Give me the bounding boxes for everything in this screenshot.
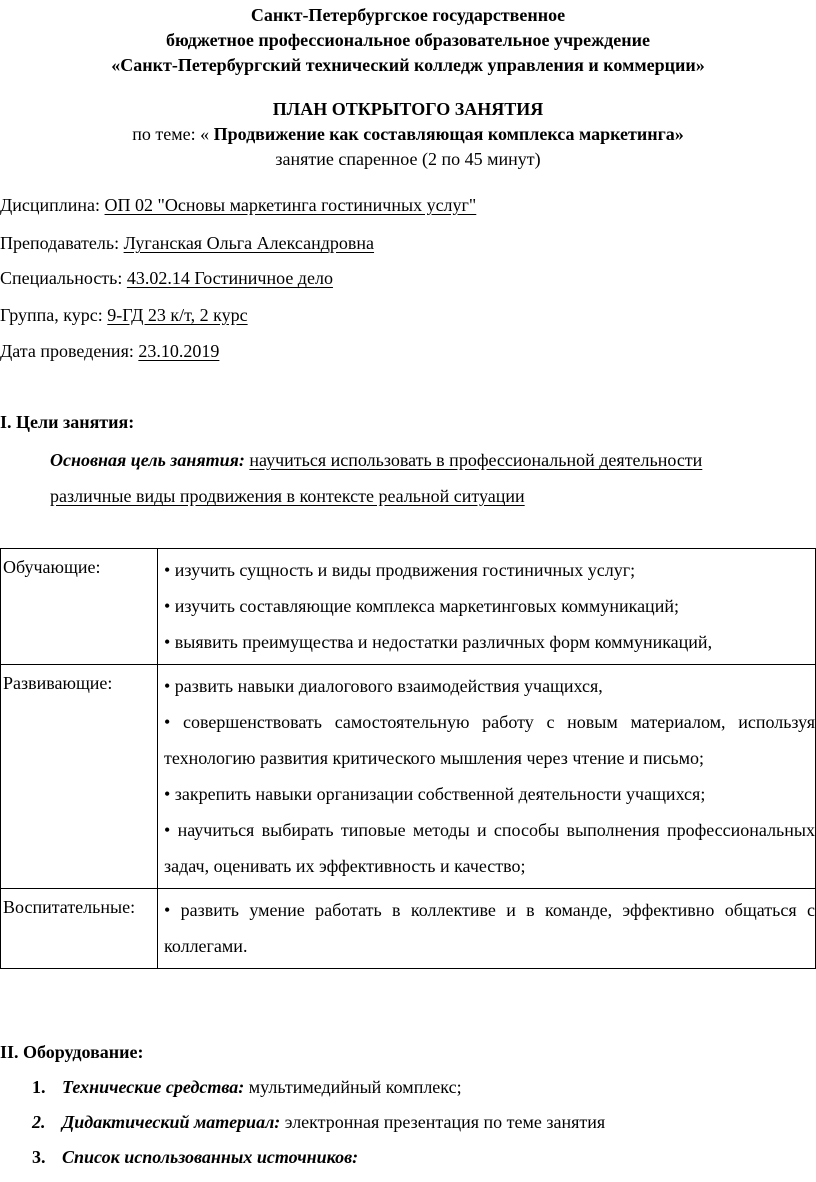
- info-label: Группа, курс:: [0, 305, 108, 325]
- goals-row-label: Обучающие:: [1, 549, 158, 665]
- info-value: 23.10.2019: [138, 341, 220, 361]
- section-1-heading: I. Цели занятия:: [0, 412, 135, 432]
- goal-item: • научиться выбирать типовые методы и способы выполнения профессиональных задач, оценивать их эффективность и качество;: [164, 820, 815, 876]
- equipment-item-2: [32, 1111, 605, 1133]
- goal-item: • изучить сущность и виды продвижения гостиничных услуг;: [164, 560, 636, 580]
- goals-row-developmental: [1, 665, 816, 889]
- equipment-text: электронная презентация по теме занятия: [280, 1112, 606, 1132]
- goals-row-educational: [1, 549, 816, 665]
- main-goal-label: Основная цель занятия:: [50, 450, 245, 470]
- info-label: Дисциплина:: [0, 195, 105, 215]
- main-goal-line-1: [50, 449, 702, 471]
- info-value: Луганская Ольга Александровна: [123, 233, 375, 253]
- goal-item: • закрепить навыки организации собственной деятельности учащихся;: [164, 784, 706, 804]
- goal-item: • изучить составляющие комплекса маркетинговых коммуникаций;: [164, 596, 679, 616]
- equipment-label: Дидактический материал:: [62, 1112, 281, 1132]
- goal-item: • развить навыки диалогового взаимодействия учащихся,: [164, 676, 603, 696]
- info-discipline: [0, 194, 476, 216]
- info-teacher: [0, 232, 374, 254]
- list-number: 1.: [32, 1077, 46, 1097]
- list-number: 3.: [32, 1147, 46, 1167]
- topic-title: Продвижение как составляющая комплекса маркетинга»: [213, 124, 684, 144]
- main-goal-text: научиться использовать в профессиональной деятельности: [249, 450, 703, 470]
- organization-name-line-1: Санкт-Петербургское государственное: [250, 5, 566, 25]
- plan-title: ПЛАН ОТКРЫТОГО ЗАНЯТИЯ: [272, 99, 544, 119]
- goals-table: [0, 548, 816, 969]
- topic-prefix: по теме: «: [132, 124, 214, 144]
- info-date: [0, 340, 219, 362]
- info-label: Преподаватель:: [0, 233, 124, 253]
- goals-row-upbringing: [1, 889, 816, 969]
- equipment-item-1: [32, 1076, 462, 1098]
- section-2-heading: II. Оборудование:: [0, 1042, 144, 1062]
- goals-row-content: [158, 549, 816, 665]
- info-value: ОП 02 "Основы маркетинга гостиничных услуг": [104, 195, 477, 215]
- equipment-label: Список использованных источников:: [62, 1147, 359, 1167]
- session-note: занятие спаренное (2 по 45 минут): [275, 149, 541, 169]
- goal-item: • выявить преимущества и недостатки различных форм коммуникаций,: [164, 632, 713, 652]
- equipment-label: Технические средства:: [62, 1077, 245, 1097]
- list-number: 2.: [32, 1112, 46, 1132]
- organization-name-line-3: «Санкт-Петербургский технический колледж управления и коммерции»: [111, 55, 705, 75]
- organization-name-line-2: бюджетное профессиональное образовательное учреждение: [165, 30, 651, 50]
- main-goal-line-2: различные виды продвижения в контексте реальной ситуации: [50, 486, 525, 506]
- info-group: [0, 304, 248, 326]
- goal-item: • совершенствовать самостоятельную работу с новым материалом, используя технологию развития критического мышления через чтение и письмо;: [164, 712, 815, 768]
- info-value: 43.02.14 Гостиничное дело: [126, 268, 333, 288]
- info-label: Дата проведения:: [0, 341, 139, 361]
- equipment-item-3: [32, 1146, 358, 1168]
- info-label: Специальность:: [0, 268, 127, 288]
- info-specialty: [0, 267, 333, 289]
- goals-row-content: [158, 889, 816, 969]
- topic-line: [0, 123, 816, 145]
- info-value: 9-ГД 23 к/т, 2 курс: [107, 305, 248, 325]
- goals-row-label: Воспитательные:: [1, 889, 158, 969]
- goals-row-content: [158, 665, 816, 889]
- equipment-text: мультимедийный комплекс;: [244, 1077, 462, 1097]
- goal-item: • развить умение работать в коллективе и в команде, эффективно общаться с коллегами.: [164, 900, 815, 956]
- goals-row-label: Развивающие:: [1, 665, 158, 889]
